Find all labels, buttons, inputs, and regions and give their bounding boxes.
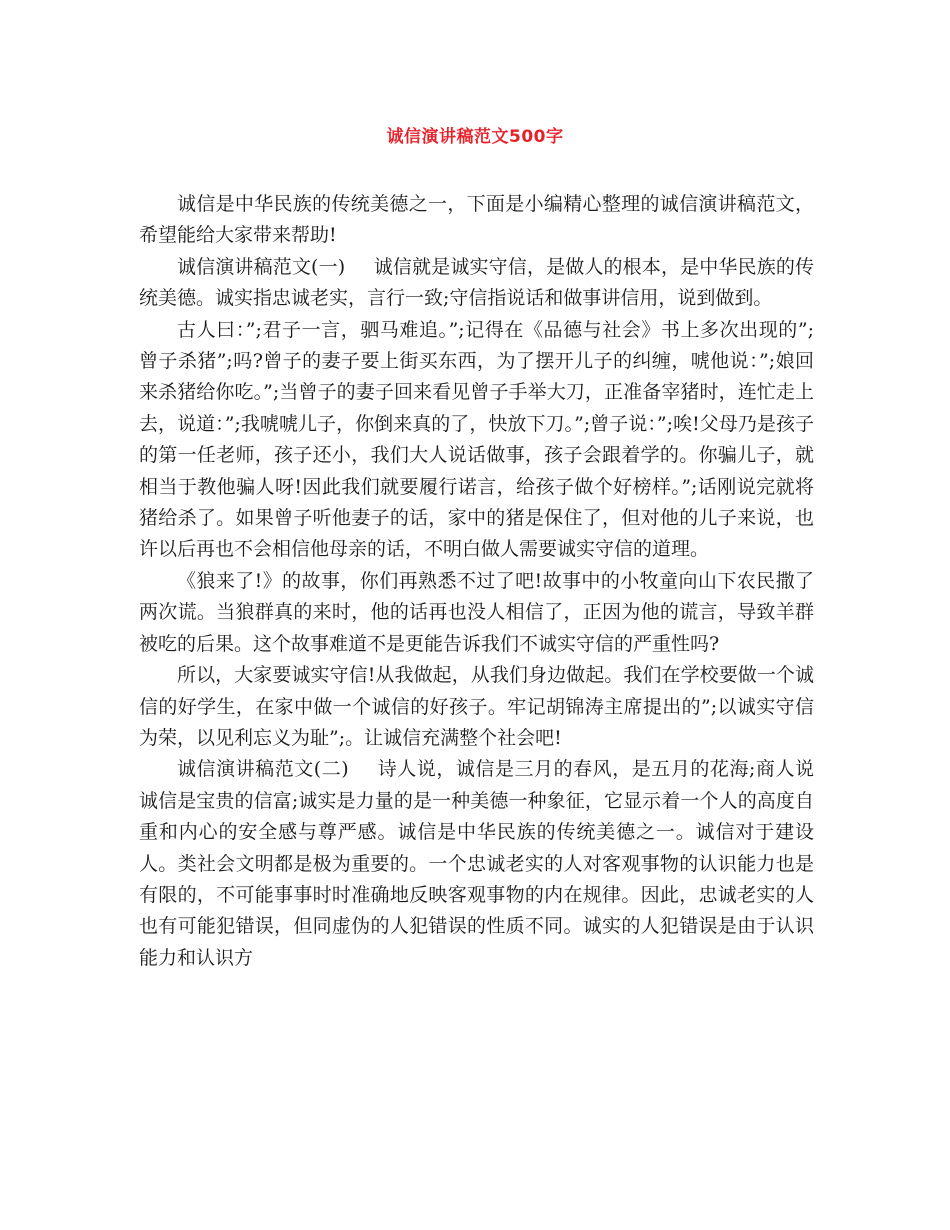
paragraph-text: 诗人说，诚信是三月的春风，是五月的花海;商人说诚信是宝贵的信富;诚实是力量的是一种美德一种象征，它显示着一个人的高度自重和内心的安全感与尊严感。诚信是中华民族的传统美德之一。诚信对于建设人。类社会文明都是极为重要的。一个忠诚老实的人对客观事物的认识能力也是有限的，不可能事事时时准确地反映客观事物的内在规律。因此，忠诚老实的人也有可能犯错误，但同虚伪的人犯错误的性质不同。诚实的人犯错误是由于认识能力和认识方: [139, 758, 814, 969]
document-title: 诚信演讲稿范文500字: [386, 127, 564, 147]
paragraph-text: 古人曰：”;君子一言，驷马难追。”;记得在《品德与社会》书上多次出现的”;曾子杀猪”;吗?曾子的妻子要上街买东西，为了摆开儿子的纠缠，唬他说：”;娘回来杀猪给你吃。”;当曾子的妻子回来看见曾子手举大刀，正准备宰猪时，连忙走上去，说道：”;我唬唬儿子，你倒来真的了，快放下刀。”;曾子说：”;唉!父母乃是孩子的第一任老师，孩子还小，我们大人说话做事，孩子会跟着学的。你骗儿子，就相当于教他骗人呀!因此我们就要履行诺言，给孩子做个好榜样。”;话刚说完就将猪给杀了。如果曾子听他妻子的话，家中的猪是保住了，但对他的儿子来说，也许以后再也不会相信他母亲的话，不明白做人需要诚实守信的道理。: [139, 318, 814, 561]
paragraph-sample-one: [139, 252, 814, 315]
paragraph-zengzi-story: [139, 315, 814, 566]
paragraph-sample-two: [139, 754, 814, 974]
paragraph-text: 诚信就是诚实守信，是做人的根本，是中华民族的传统美德。诚实指忠诚老实，言行一致;守信指说话和做事讲信用，说到做到。: [139, 255, 814, 310]
paragraph-conclusion: [139, 660, 814, 754]
section-heading: 诚信演讲稿范文(二): [177, 758, 349, 781]
paragraph-intro: [139, 189, 814, 252]
paragraph-text: 《狼来了!》的故事，你们再熟悉不过了吧!故事中的小牧童向山下农民撒了两次谎。当狼群真的来时，他的话再也没人相信了，正因为他的谎言，导致羊群被吃的后果。这个故事难道不是更能告诉我们不诚实守信的严重性吗?: [139, 569, 814, 655]
paragraph-text: 诚信是中华民族的传统美德之一，下面是小编精心整理的诚信演讲稿范文，希望能给大家带来帮助!: [139, 193, 814, 247]
paragraph-text: 所以，大家要诚实守信!从我做起，从我们身边做起。我们在学校要做一个诚信的好学生，在家中做一个诚信的好孩子。牢记胡锦涛主席提出的”;以诚实守信为荣，以见利忘义为耻”;。让诚信充满整个社会吧!: [139, 664, 814, 749]
section-heading: 诚信演讲稿范文(一): [177, 255, 346, 278]
document-body: [139, 189, 814, 974]
paragraph-wolf-story: [139, 566, 814, 660]
